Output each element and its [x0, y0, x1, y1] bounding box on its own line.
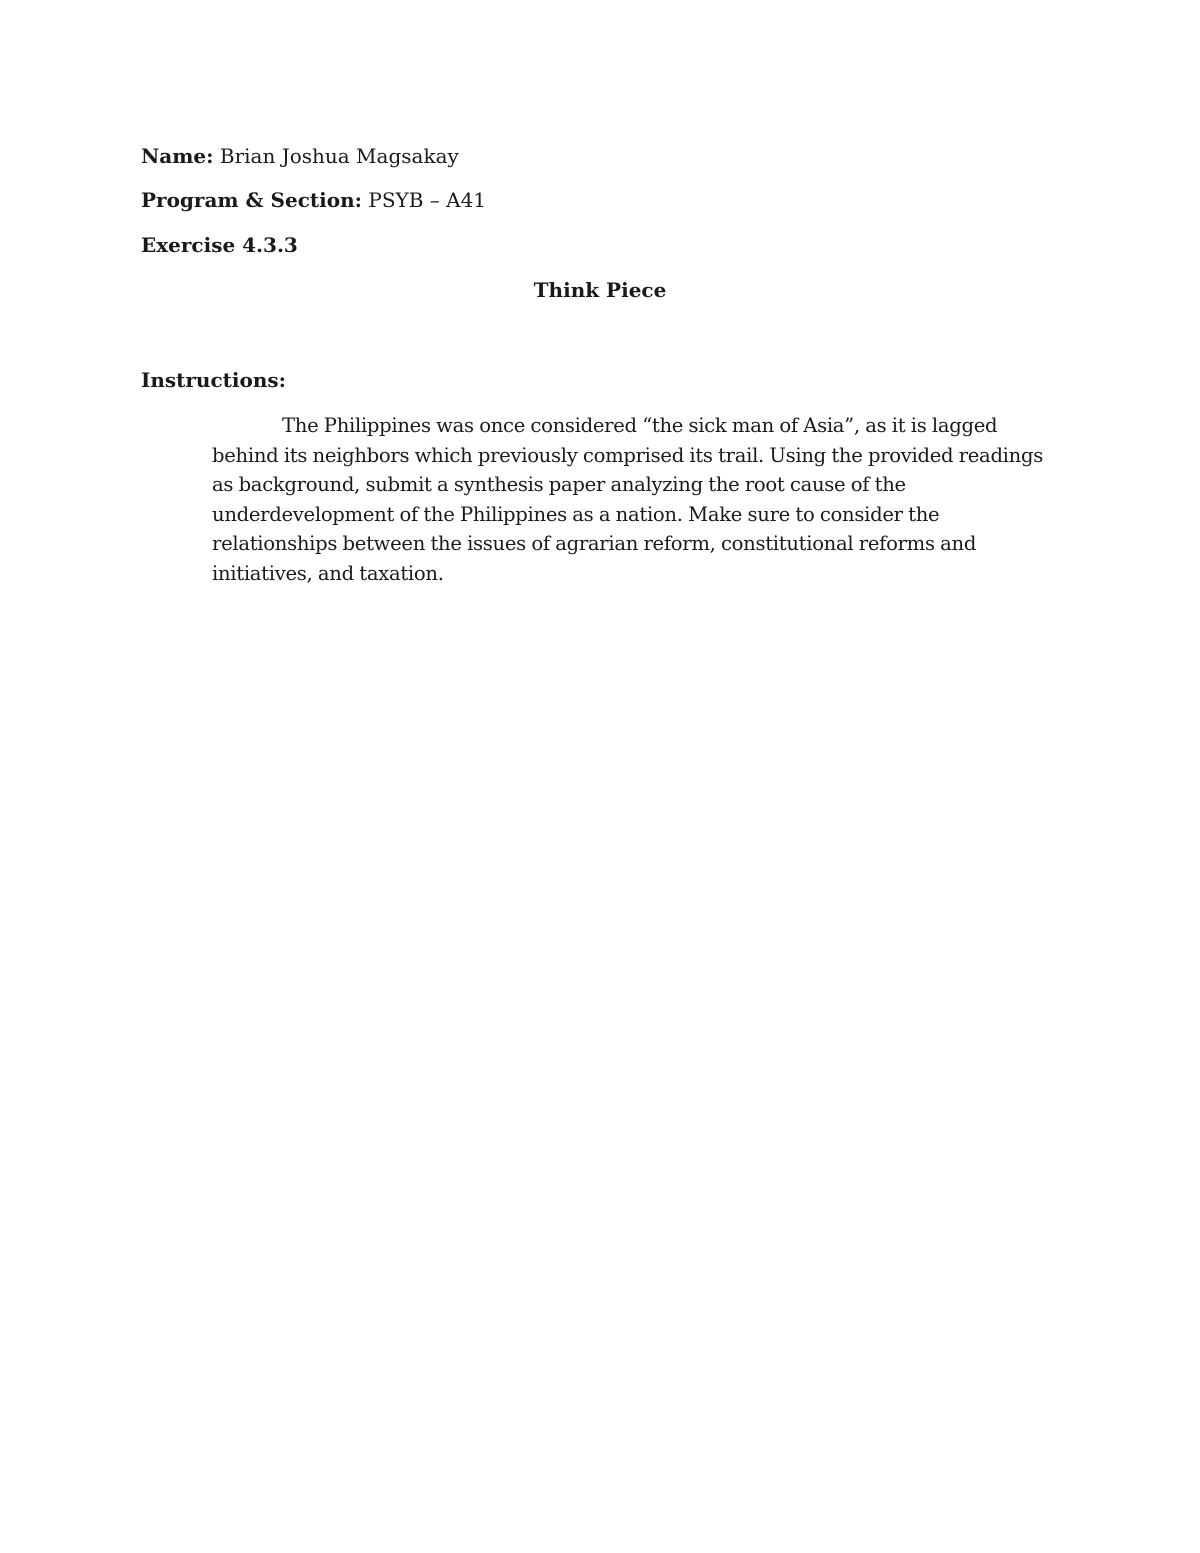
program-section-label: Program & Section: [141, 188, 362, 212]
instructions-paragraph: The Philippines was once considered “the sick man of Asia”, as it is lagged behind its neighbors which previously comprised its trail. Using the provided readings as background, submit a synthesis paper analyzing the root cause of the underdevelopment of the Philippines as a nation. Make sure to consider the relationships between the issues of agrarian reform, constitutional reforms and initiatives, and taxation. [212, 414, 1043, 585]
instructions-heading: Instructions: [141, 368, 287, 392]
document-title: Think Piece [533, 278, 667, 302]
name-value: Brian Joshua Magsakay [213, 144, 459, 168]
name-label: Name: [141, 144, 214, 168]
program-section-field [141, 187, 486, 213]
name-field [141, 143, 459, 169]
exercise-number: Exercise 4.3.3 [141, 233, 298, 257]
program-section-value: PSYB – A41 [362, 188, 487, 212]
